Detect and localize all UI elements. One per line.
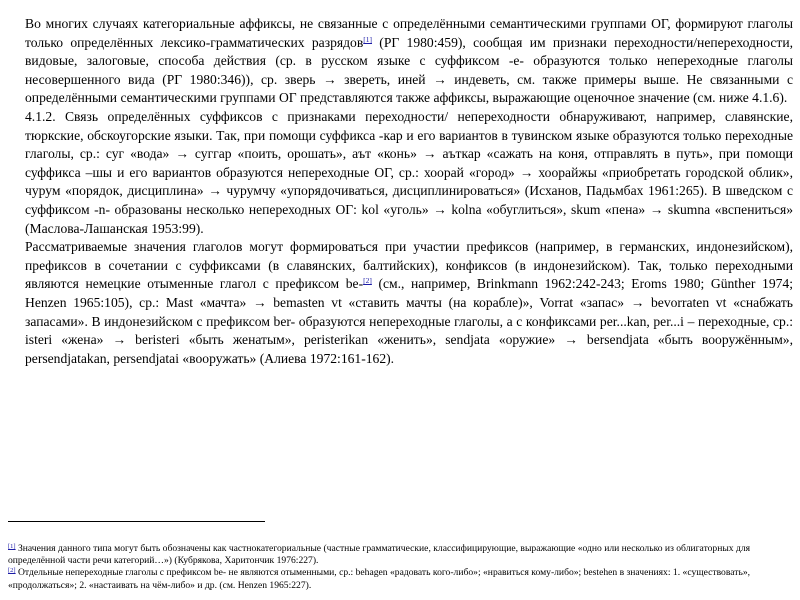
footnote-1 xyxy=(8,543,792,567)
footnote-1-text: Значения данного типа могут быть обозначены как частнокатегориальные (частные грамматические, классифицирующие, выражающие «одно или несколько из облигаторных для определённой части речи категорий…») (Кубрякова, Харитончик 1976:227). xyxy=(8,543,751,567)
paragraph-1-text-b: (РГ 1980:459), сообщая им признаки переходности/непереходности, видовые, залоговые, способа действия (ср. в русском языке с суффиксом -е- образуются только непереходные глаголы несовершенного вида (РГ 1980:346)), ср. зверь → звереть, иней → индеветь, см. также примеры выше. Не связанными с определёнными семантическими группами ОГ представляются также аффиксы, выражающие оценочное значение (см. ниже 4.1.6). xyxy=(25,34,793,106)
footnote-divider xyxy=(8,521,265,522)
footnotes xyxy=(8,543,792,592)
footnote-2-mark[interactable]: [2] xyxy=(8,567,16,575)
footnote-2-text: Отдельные непереходные глаголы с префиксом be- не являются отыменными, ср.: behagen «радовать кого-либо»; «нравиться кому-либо»; bestehen в значениях: 1. «существовать», «продолжаться»; 2. «настаивать на чём-либо» и др. (см. Henzen 1965:227). xyxy=(8,567,751,591)
footnote-ref-2[interactable]: [2] xyxy=(363,276,372,286)
paragraph-1-text-a: Во многих случаях категориальные аффиксы, не связанные с определёнными семантическими группами ОГ, формируют глаголы только определённых лексико-грамматических разрядов xyxy=(25,16,793,50)
main-text xyxy=(25,15,793,368)
paragraph-3 xyxy=(25,238,793,368)
paragraph-3-text-a: Рассматриваемые значения глаголов могут формироваться при участии префиксов (например, в германских, индонезийском), префиксов в сочетании с суффиксами (в славянских, балтийских), конфиксов (в индонезийском). Так, только переходными являются немецкие отыменные глагол с префиксом be- xyxy=(25,239,793,292)
paragraph-2: 4.1.2. Связь определённых суффиксов с признаками переходности/ непереходности обнаруживают, например, славянские, тюркские, обскоугорские языки. Так, при помощи суффикса -кар и его вариантов в тувинском языке образуются только переходные глаголы, ср.: суг «вода» → суггар «поить, орошать», аът «конь» → аъткар «сажать на коня, отправлять в путь», при помощи суффикса –шы и его вариантов образуются непереходные ОГ, ср.: хоорай «город» → хоорайжы «приобретать городской облик», чурум «порядок, дисциплина» → чурумчу «упорядочиваться, дисциплинироваться» (Исханов, Падьмбах 1961:265). В шведском с суффиксом -n- образованы несколько непереходных ОГ: kol «уголь» → kolna «обуглиться», skum «пена» → skumna «вспениться» (Маслова-Лашанская 1953:99). xyxy=(25,108,793,236)
footnote-1-mark[interactable]: [1] xyxy=(8,543,16,550)
paragraph-1 xyxy=(25,15,793,108)
footnote-2 xyxy=(8,567,792,591)
paragraph-3-text-b: (см., например, Brinkmann 1962:242-243; Eroms 1980; Günther 1974; Henzen 1965:105), ср.: Mast «мачта» → bemasten vt «ставить мачты (на корабле)», Vorrat «запас» → bevorraten vt «снабжать запасами». В индонезийском с префиксом ber- образуются непереходные глаголы, а с конфиксами per...kan, per...i – переходные, ср.: isteri «жена» → beristeri «быть женатым», peristerikan «женить», sendjata «оружие» → bersendjata «быть вооружённым», persendjatakan, persendjatai «вооружать» (Алиева 1972:161-162). xyxy=(25,276,793,366)
footnote-ref-1[interactable]: [1] xyxy=(363,34,373,44)
